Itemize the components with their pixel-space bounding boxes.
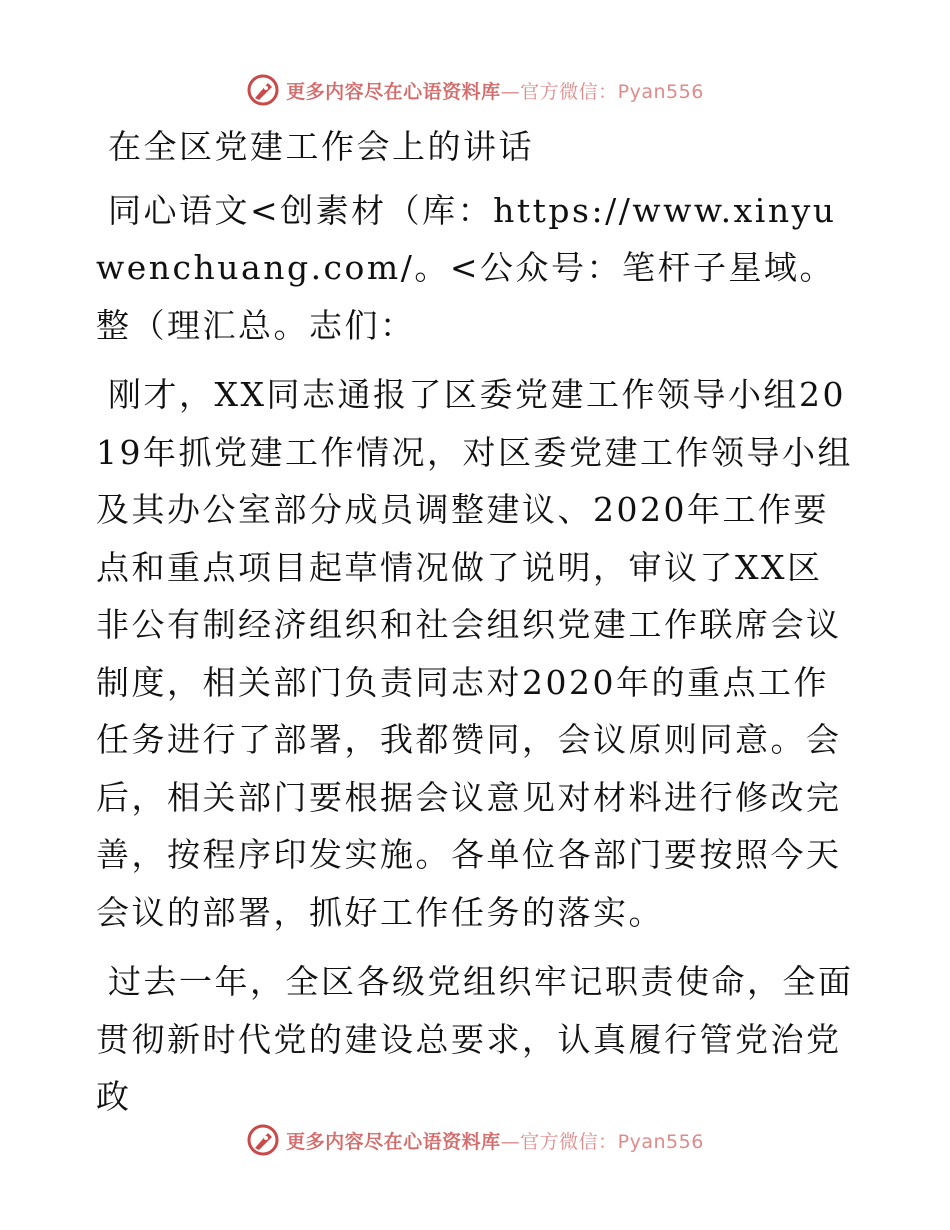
document-body [96, 118, 856, 1138]
watermark-banner-top [0, 70, 950, 110]
pen-nib-circle-icon [246, 73, 280, 107]
document-title: 在全区党建工作会上的讲话 [108, 127, 534, 166]
paragraph: 过去一年，全区各级党组织牢记职责使命，全面贯彻新时代党的建设总要求，认真履行管党治党政 [96, 962, 854, 1116]
paragraph: 同心语文<创素材（库：https://www.xinyuwenchuang.com/。<公众号：笔杆子星域。整（理汇总。志们： [96, 190, 837, 345]
watermark-text: 更多内容尽在心语资料库—官方微信：Pyan556 [286, 1130, 704, 1153]
watermark-text: 更多内容尽在心语资料库—官方微信：Pyan556 [286, 80, 704, 103]
pen-nib-circle-icon [246, 1123, 280, 1157]
paragraph: 刚才，XX同志通报了区委党建工作领导小组2019年抓党建工作情况，对区委党建工作领导小组及其办公室部分成员调整建议、2020年工作要点和重点项目起草情况做了说明，审议了XX区非公有制经济组织和社会组织党建工作联席会议制度，相关部门负责同志对2020年的重点工作任务进行了部署，我都赞同，会议原则同意。会后，相关部门要根据会议意见对材料进行修改完善，按程序印发实施。各单位各部门要按照今天会议的部署，抓好工作任务的落实。 [96, 375, 853, 932]
watermark-banner-bottom [0, 1120, 950, 1160]
